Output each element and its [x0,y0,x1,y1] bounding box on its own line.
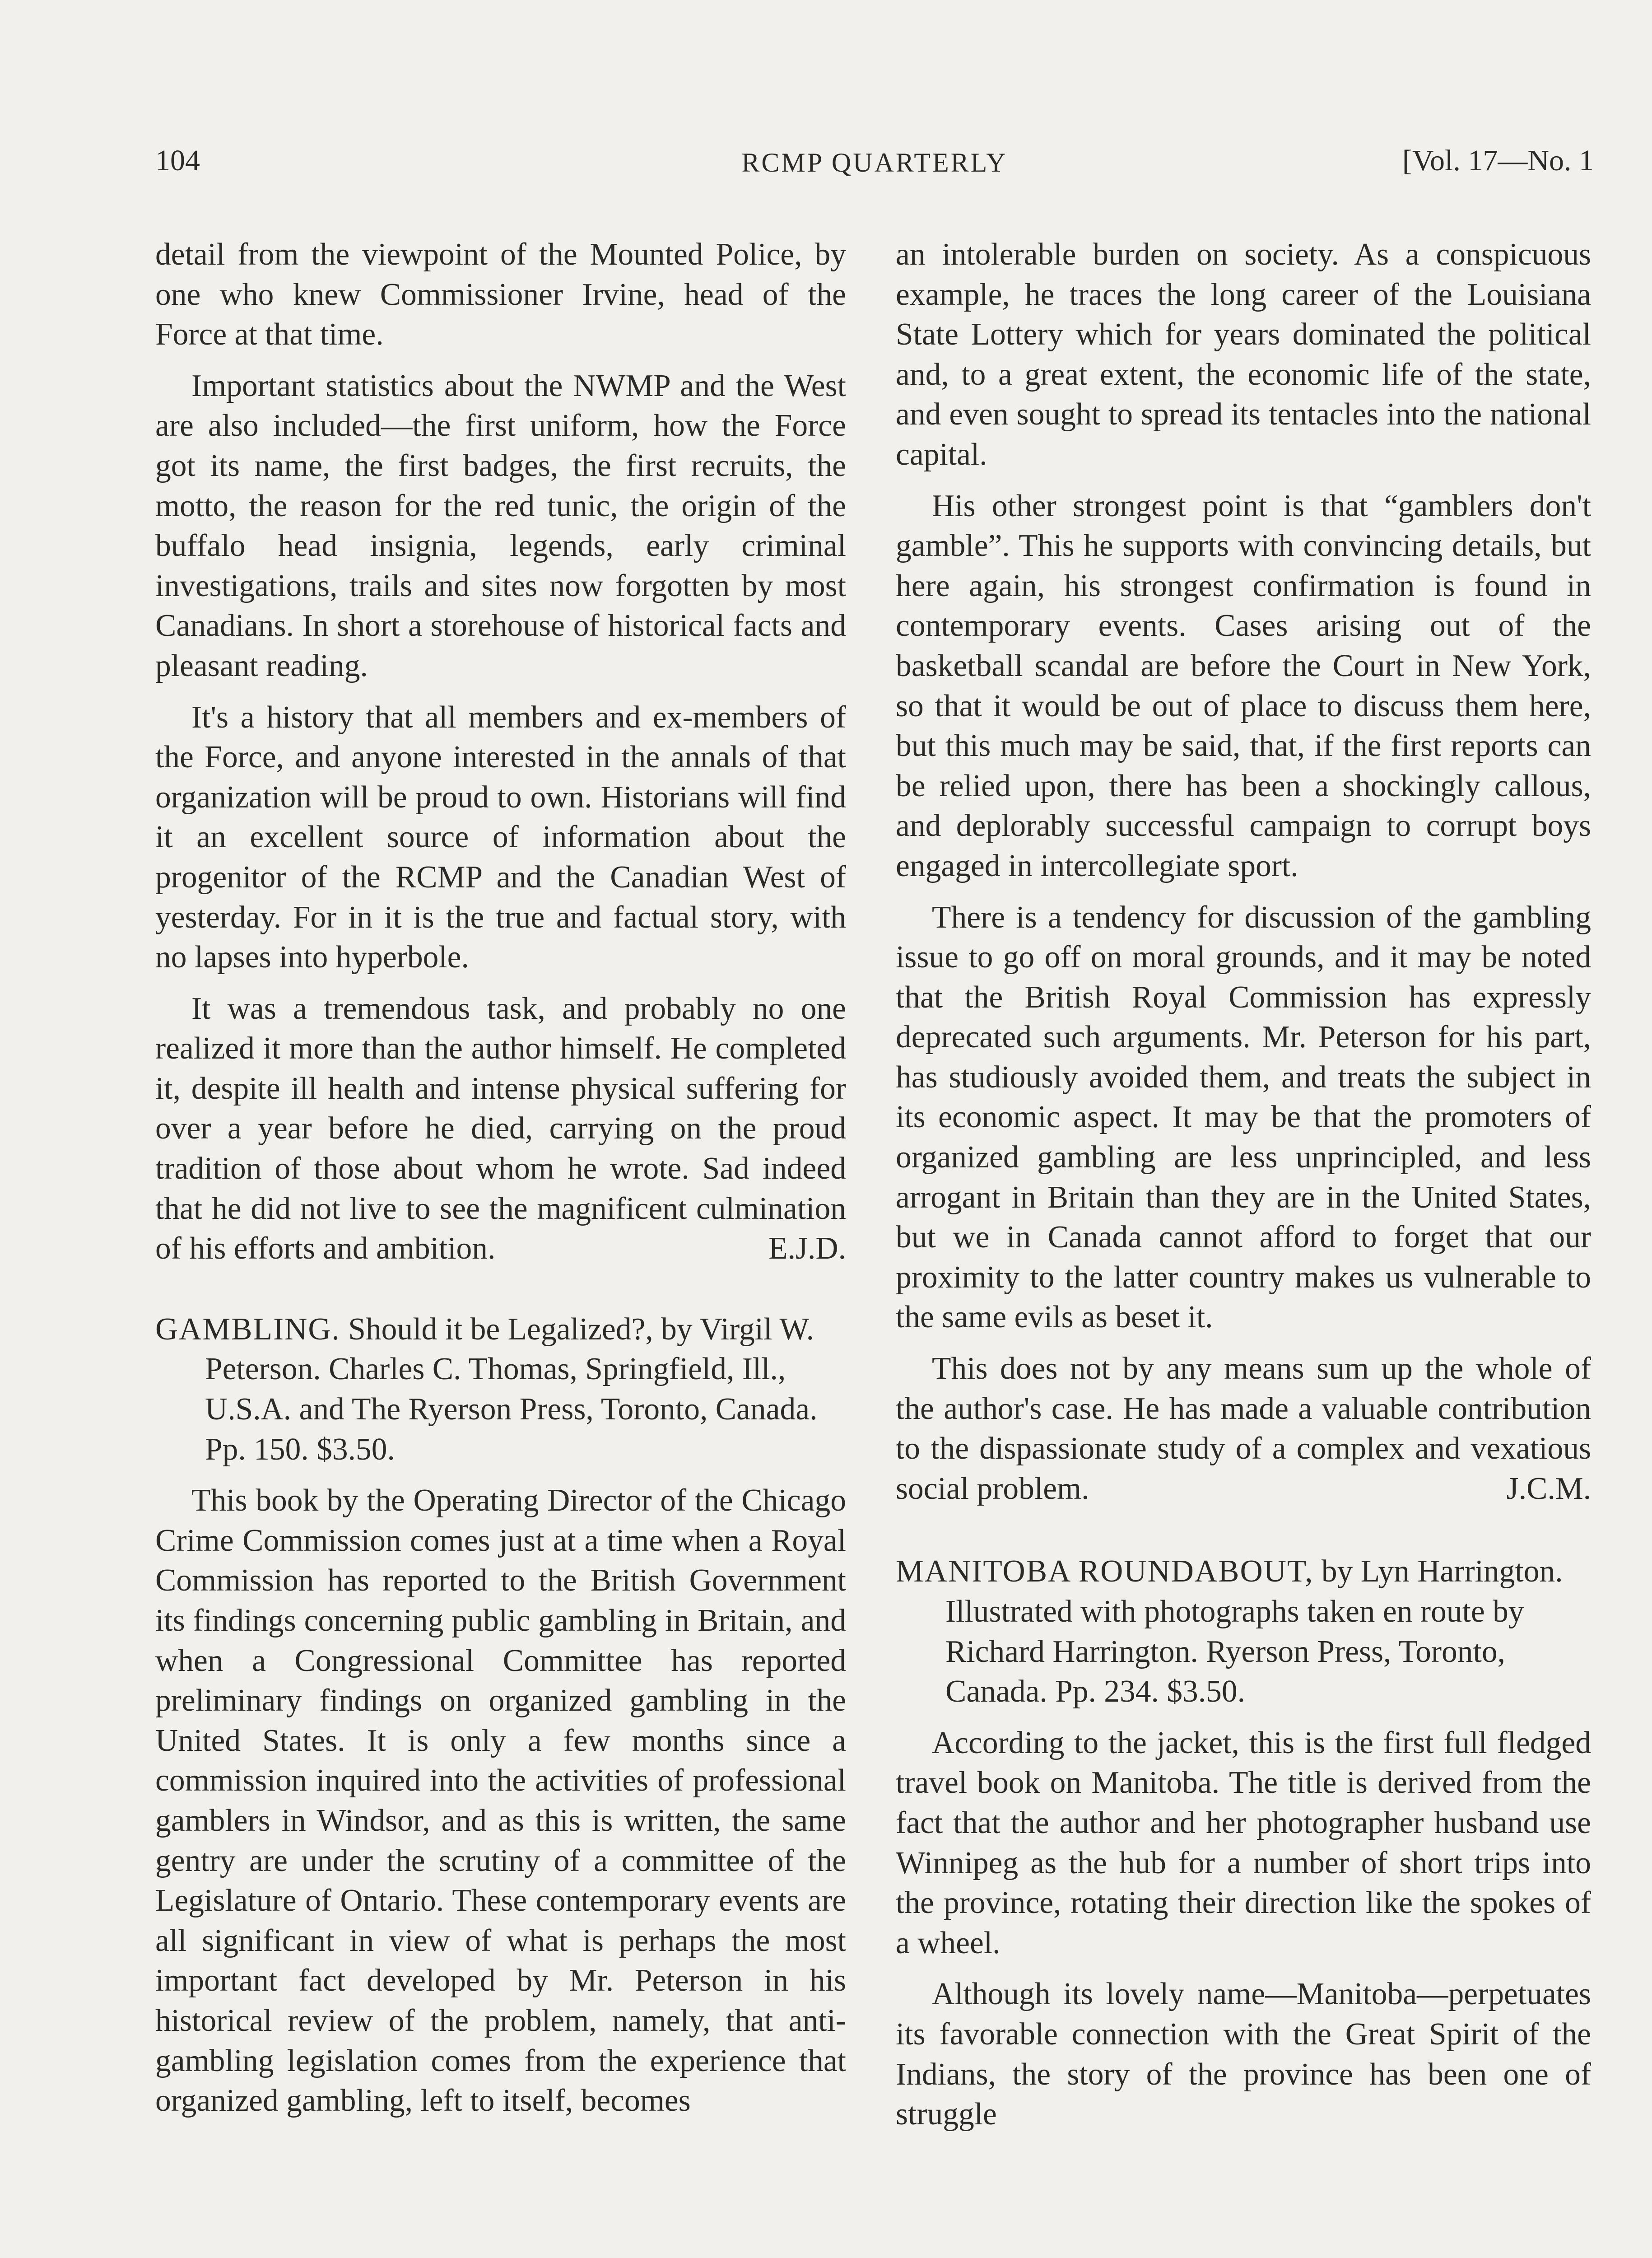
paragraph: detail from the viewpoint of the Mounted Police, by one who knew Commissioner Irvine, head of the Force at that time. [155,237,846,352]
paragraph [155,989,846,1269]
review-heading-manitoba [896,1552,1591,1712]
paragraph: Important statistics about the NWMP and the West are also included—the first uniform, how the Force got its name, the first badges, the first recruits, the motto, the reason for the red tunic, the origin of the buffalo head insignia, legends, early criminal investigations, trails and sites now forgotten by most Canadians. In short a storehouse of historical facts and pleasant reading. [155,368,846,683]
paragraph [896,1349,1591,1509]
page-number: 104 [155,144,200,177]
paragraph-text: It was a tremendous task, and probably no one realized it more than the author himself. He completed it, despite ill health and intense physical suffering for over a year before he died, carrying on the proud tradition of those about whom he wrote. Sad indeed that he did not live to see the magnificent culmination of his efforts and ambition. [155,991,846,1266]
page-header [155,144,1594,184]
review-heading-gambling [155,1310,846,1470]
journal-title: RCMP QUARTERLY [741,148,1008,177]
paragraph-text: This does not by any means sum up the whole of the author's case. He has made a valuable contribution to the dispassionate study of a complex and vexatious social problem. [896,1351,1591,1506]
paragraph: It's a history that all members and ex-members of the Force, and anyone interested in the annals of that organization will be proud to own. Historians will find it an excellent source of information about the progenitor of the RCMP and the Canadian West of yesterday. For in it is the true and factual story, with no lapses into hyperbole. [155,700,846,975]
review-details: by Lyn Harrington. Illustrated with photographs taken en route by Richard Harrington. Ryerson Press, Toronto, Canada. Pp. 234. $3.50. [945,1554,1563,1709]
review-details: Should it be Legalized?, by Virgil W. Peterson. Charles C. Thomas, Springfield, Ill., U.S.A. and The Ryerson Press, Toronto, Canada. Pp. 150. $3.50. [205,1311,818,1467]
paragraph: His other strongest point is that “gamblers don't gamble”. This he supports with convincing details, but here again, his strongest confirmation is found in contemporary events. Cases arising out of the basketball scandal are before the Court in New York, so that it would be out of place to discuss them here, but this much may be said, that, if the first reports can be relied upon, there has been a shockingly callous, and deplorably successful campaign to corrupt boys engaged in intercollegiate sport. [896,488,1591,883]
review-title: MANITOBA ROUNDABOUT, [896,1554,1314,1589]
issue-info: [Vol. 17—No. 1 [1402,144,1594,177]
paragraph: This book by the Operating Director of the Chicago Crime Commission comes just at a time when a Royal Commission has reported to the British Government its findings concerning public gambling in Britain, and when a Congressional Committee has reported preliminary findings on organized gambling in the United States. It is only a few months since a commission inquired into the activities of professional gamblers in Windsor, and as this is written, the same gentry are under the scrutiny of a committee of the Legislature of Ontario. These contemporary events are all significant in view of what is perhaps the most important fact developed by Mr. Peterson in his historical review of the problem, namely, that anti-gambling legislation comes from the experience that organized gambling, left to itself, becomes [155,1483,846,2118]
paragraph: Although its lovely name—Manitoba—perpetuates its favorable connection with the Great Spirit of the Indians, the story of the province has been one of struggle [896,1977,1591,2132]
left-column [155,235,846,2132]
reviewer-signature: E.J.D. [768,1231,846,1266]
paragraph: an intolerable burden on society. As a conspicuous example, he traces the long career of the Louisiana State Lottery which for years dominated the political and, to a great extent, the economic life of the state, and even sought to spread its tentacles into the national capital. [896,237,1591,472]
review-title: GAMBLING. [155,1311,340,1347]
right-column [896,235,1591,2146]
reviewer-signature: J.C.M. [1506,1471,1591,1506]
paragraph: According to the jacket, this is the first full fledged travel book on Manitoba. The title is derived from the fact that the author and her photographer husband use Winnipeg as the hub for a number of short trips into the province, rotating their direction like the spokes of a wheel. [896,1725,1591,1960]
paragraph: There is a tendency for discussion of the gambling issue to go off on moral grounds, and it may be noted that the British Royal Commission has expressly deprecated such arguments. Mr. Peterson for his part, has studiously avoided them, and treats the subject in its economic aspect. It may be that the promoters of organized gambling are less unprincipled, and less arrogant in Britain than they are in the United States, but we in Canada cannot afford to forget that our proximity to the latter country makes us vulnerable to the same evils as beset it. [896,900,1591,1335]
